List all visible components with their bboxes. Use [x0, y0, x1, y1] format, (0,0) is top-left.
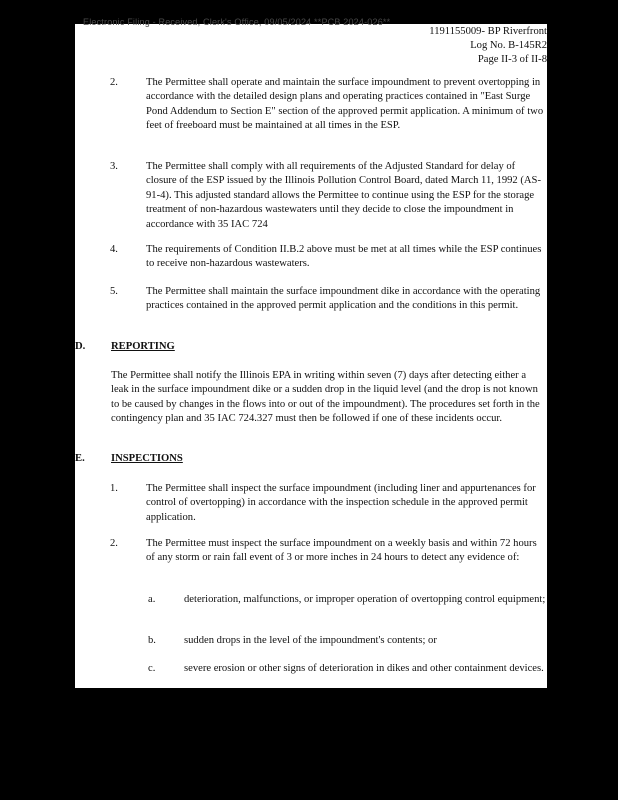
item-number: 5. [110, 286, 118, 297]
item-text: The Permittee shall comply with all requirements of the Adjusted Standard for delay of closure of the ESP issued by the Illinois Pollution Control Board, dated March 11, 1992 (AS-91-4). This adjusted standard allows the Permittee to continue using the ESP for the storage treatment of non-hazardous wastewaters until they decide to close the impoundment in accordance with 35 IAC 724 [146, 161, 541, 230]
filing-stamp: Electronic Filing - Received, Clerk's Office, 09/05/2024 **PCB 2024-026** [83, 17, 391, 27]
item-number: 3. [110, 161, 118, 172]
section-letter: E. [75, 453, 85, 464]
subitem-text: deterioration, malfunctions, or improper operation of overtopping control equipment; [184, 594, 546, 605]
section-heading: INSPECTIONS [111, 453, 183, 464]
item-number: 2. [110, 538, 118, 549]
item-text: The requirements of Condition II.B.2 above must be met at all times while the ESP continues to receive non-hazardous wastewaters. [146, 244, 542, 270]
log-number: Log No. B-145R2 [470, 40, 547, 51]
section-paragraph: The Permittee shall notify the Illinois EPA in writing within seven (7) days after detecting either a leak in the surface impoundment dike or a sudden drop in the liquid level (and the drop is not known to be caused by changes in the flows into or out of the impoundment). The procedures set forth in the contingency plan and 35 IAC 724.327 must then be followed if one of these incidents occur. [111, 370, 540, 425]
item-number: 4. [110, 244, 118, 255]
item-text: The Permittee shall operate and maintain the surface impoundment to prevent overtopping in accordance with the detailed design plans and operating practices contained in "East Surge Pond Addendum to Section E" section of the approved permit application. A minimum of two feet of freeboard must be maintained at all times in the ESP. [146, 77, 544, 132]
subitem-letter: c. [148, 663, 156, 674]
subitem-text: severe erosion or other signs of deterioration in dikes and other containment devices. [184, 663, 544, 674]
subitem-letter: b. [148, 635, 156, 646]
item-text: The Permittee shall maintain the surface impoundment dike in accordance with the operating practices contained in the approved permit application and the conditions in this permit. [146, 286, 541, 312]
section-heading: REPORTING [111, 341, 175, 352]
item-text: The Permittee must inspect the surface impoundment on a weekly basis and within 72 hours of any storm or rain fall event of 3 or more inches in 24 hours to detect any evidence of: [146, 538, 537, 564]
item-number: 2. [110, 77, 118, 88]
subitem-text: sudden drops in the level of the impoundment's contents; or [184, 635, 437, 646]
item-text: The Permittee shall inspect the surface impoundment (including liner and appurtenances for control of overtopping) in accordance with the inspection schedule in the approved permit application. [146, 483, 536, 523]
section-letter: D. [75, 341, 86, 352]
document-page [75, 17, 547, 688]
subitem-letter: a. [148, 594, 156, 605]
item-number: 1. [110, 483, 118, 494]
facility-id: 1191155009- BP Riverfront [429, 26, 547, 37]
page-number: Page II-3 of II-8 [477, 54, 547, 65]
